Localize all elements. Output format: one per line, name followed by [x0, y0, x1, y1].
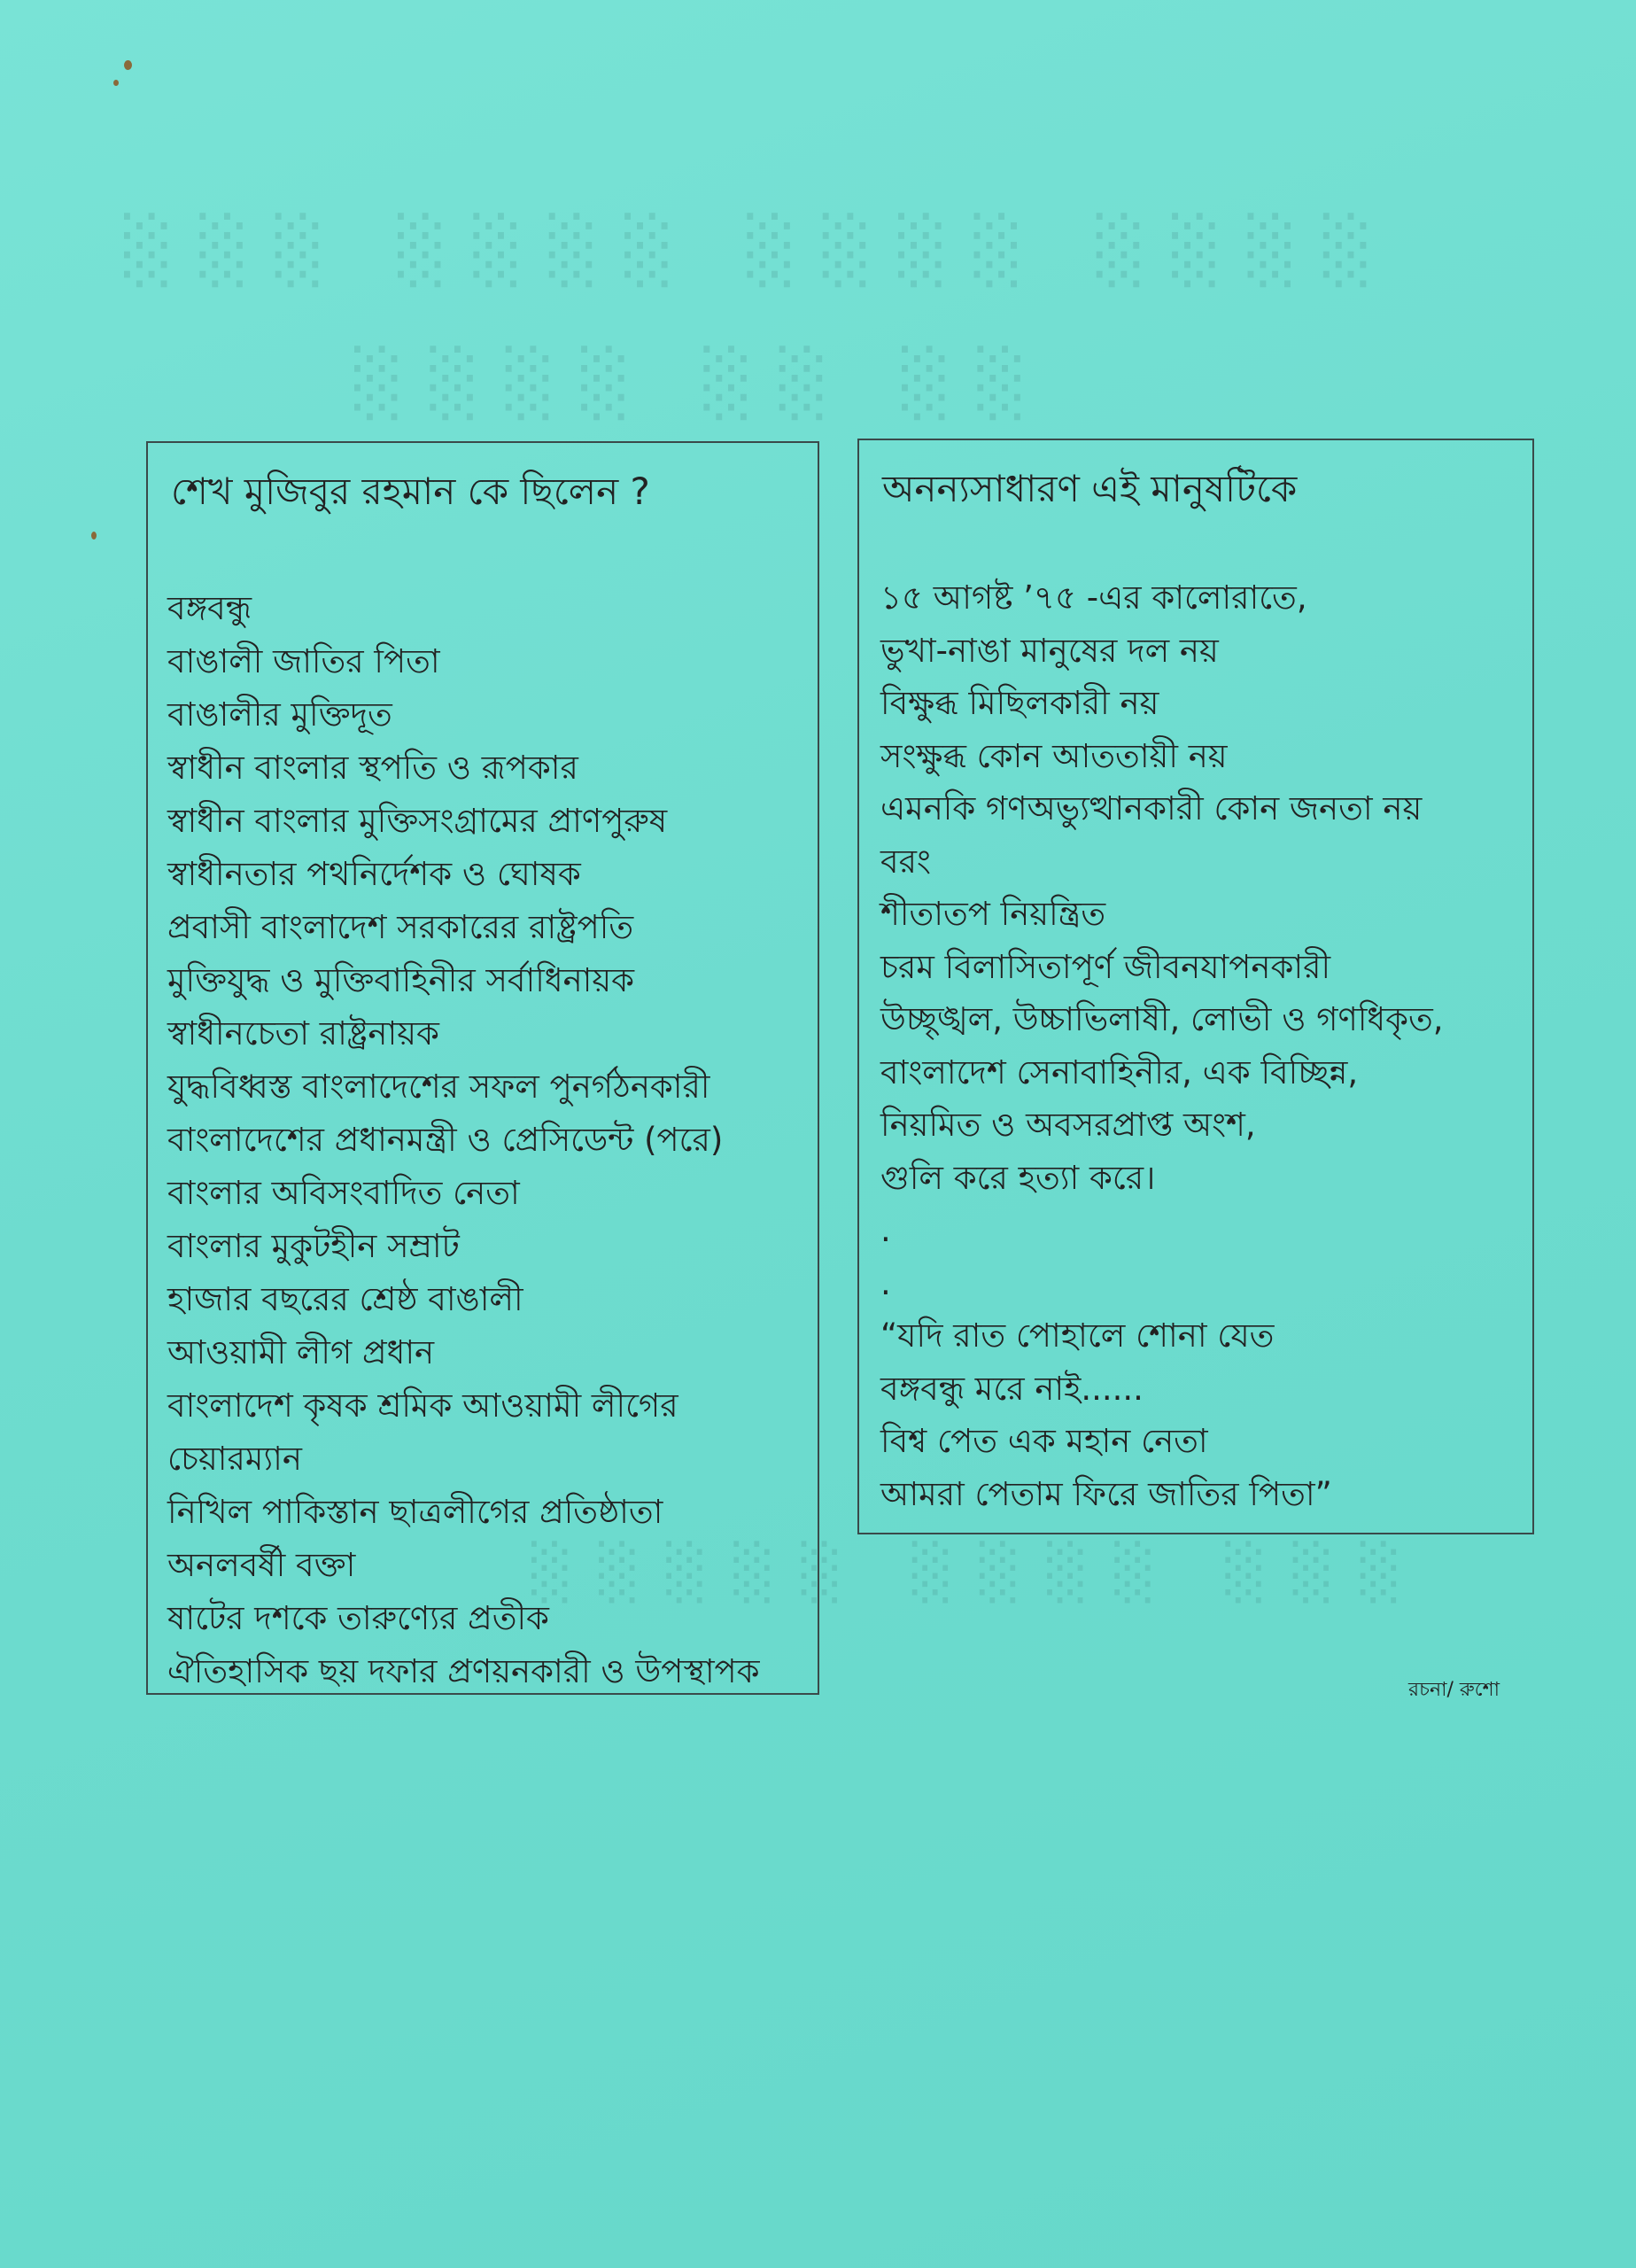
text-line: বাংলাদেশ সেনাবাহিনীর, এক বিচ্ছিন্ন, [880, 1052, 1359, 1091]
box-title: শেখ মুজিবুর রহমান কে ছিলেন ? [171, 470, 650, 513]
paper-speck [124, 60, 132, 70]
list-item: চেয়ারম্যান [167, 1440, 302, 1478]
list-item: বাঙালীর মুক্তিদূত [167, 695, 392, 734]
who-was-he-box [146, 441, 819, 1695]
text-line: বরং [880, 842, 931, 881]
text-line: ১৫ আগষ্ট ’৭৫ -এর কালোরাতে, [880, 579, 1307, 617]
text-line: নিয়মিত ও অবসরপ্রাপ্ত অংশ, [880, 1106, 1256, 1144]
titles-list [167, 582, 760, 1698]
list-item: স্বাধীন বাংলার মুক্তিসংগ্রামের প্রাণপুরুষ [167, 802, 668, 840]
box-title: অনন্যসাধারণ এই মানুষটিকে [882, 467, 1298, 510]
list-item: বাংলাদেশের প্রধানমন্ত্রী ও প্রেসিডেন্ট (পরে) [167, 1121, 724, 1159]
tribute-box [857, 439, 1534, 1534]
author-credit: রচনা/ রুশো [1408, 1679, 1500, 1701]
text-line: শীতাতপ নিয়ন্ত্রিত [880, 895, 1106, 933]
text-line: গুলি করে হত্যা করে। [880, 1158, 1156, 1197]
list-item: স্বাধীনচেতা রাষ্ট্রনায়ক [167, 1014, 439, 1052]
paper-speck [91, 532, 97, 540]
list-item: ষাটের দশকে তারুণ্যের প্রতীক [167, 1599, 549, 1637]
text-line: চরম বিলাসিতাপূর্ণ জীবনযাপনকারী [880, 947, 1331, 986]
bleed-through-text: ░░░ ░░░░ ░░░░ ░░░░ [124, 213, 1400, 287]
list-item: নিখিল পাকিস্তান ছাত্রলীগের প্রতিষ্ঠাতা [167, 1493, 663, 1531]
list-item: বাংলার মুকুটহীন সম্রাট [167, 1227, 460, 1265]
list-item: হাজার বছরের শ্রেষ্ঠ বাঙালী [167, 1280, 523, 1318]
list-item: স্বাধীনতার পথনির্দেশক ও ঘোষক [167, 855, 581, 893]
text-line: ভুখা-নাঙা মানুষের দল নয় [880, 631, 1219, 670]
list-item: বাংলাদেশ কৃষক শ্রমিক আওয়ামী লীগের [167, 1386, 678, 1425]
text-line: “যদি রাত পোহালে শোনা যেত [880, 1317, 1275, 1355]
list-item: বাংলার অবিসংবাদিত নেতা [167, 1174, 520, 1212]
list-item: আওয়ামী লীগ প্রধান [167, 1333, 435, 1371]
list-item: প্রবাসী বাংলাদেশ সরকারের রাষ্ট্রপতি [167, 908, 634, 946]
bleed-through-text: ░░░░░ ░░░░ ░░░ [531, 1542, 1428, 1604]
list-item: বাঙালী জাতির পিতা [167, 642, 440, 680]
list-item: মুক্তিযুদ্ধ ও মুক্তিবাহিনীর সর্বাধিনায়ক [167, 961, 635, 999]
list-item: ঐতিহাসিক ছয় দফার প্রণয়নকারী ও উপস্থাপক [167, 1652, 760, 1690]
text-line: উচ্ছৃঙ্খল, উচ্চাভিলাষী, লোভী ও গণধিকৃত, [880, 1000, 1444, 1038]
text-line: বিক্ষুব্ধ মিছিলকারী নয় [880, 684, 1159, 722]
paper-speck [113, 80, 119, 86]
list-item: স্বাধীন বাংলার স্থপতি ও রূপকার [167, 749, 578, 787]
text-line: বিশ্ব পেত এক মহান নেতা [880, 1422, 1208, 1460]
list-item: অনলবর্ষী বক্তা [167, 1546, 356, 1584]
text-line: সংক্ষুব্ধ কোন আততায়ী নয় [880, 736, 1228, 775]
bleed-through-text: ░░░░ ░░ ░░ [354, 346, 1053, 420]
text-line: এমনকি গণঅভ্যুত্থানকারী কোন জনতা নয় [880, 789, 1423, 827]
tribute-text [880, 571, 1444, 1520]
text-line: . [880, 1211, 891, 1249]
list-item: বঙ্গবন্ধু [167, 589, 252, 627]
text-line: বঙ্গবন্ধু মরে নাই...... [880, 1369, 1144, 1408]
text-line: . [880, 1263, 891, 1302]
text-line: আমরা পেতাম ফিরে জাতির পিতা” [880, 1474, 1332, 1513]
list-item: যুদ্ধবিধ্বস্ত বাংলাদেশের সফল পুনর্গঠনকারী [167, 1068, 710, 1106]
